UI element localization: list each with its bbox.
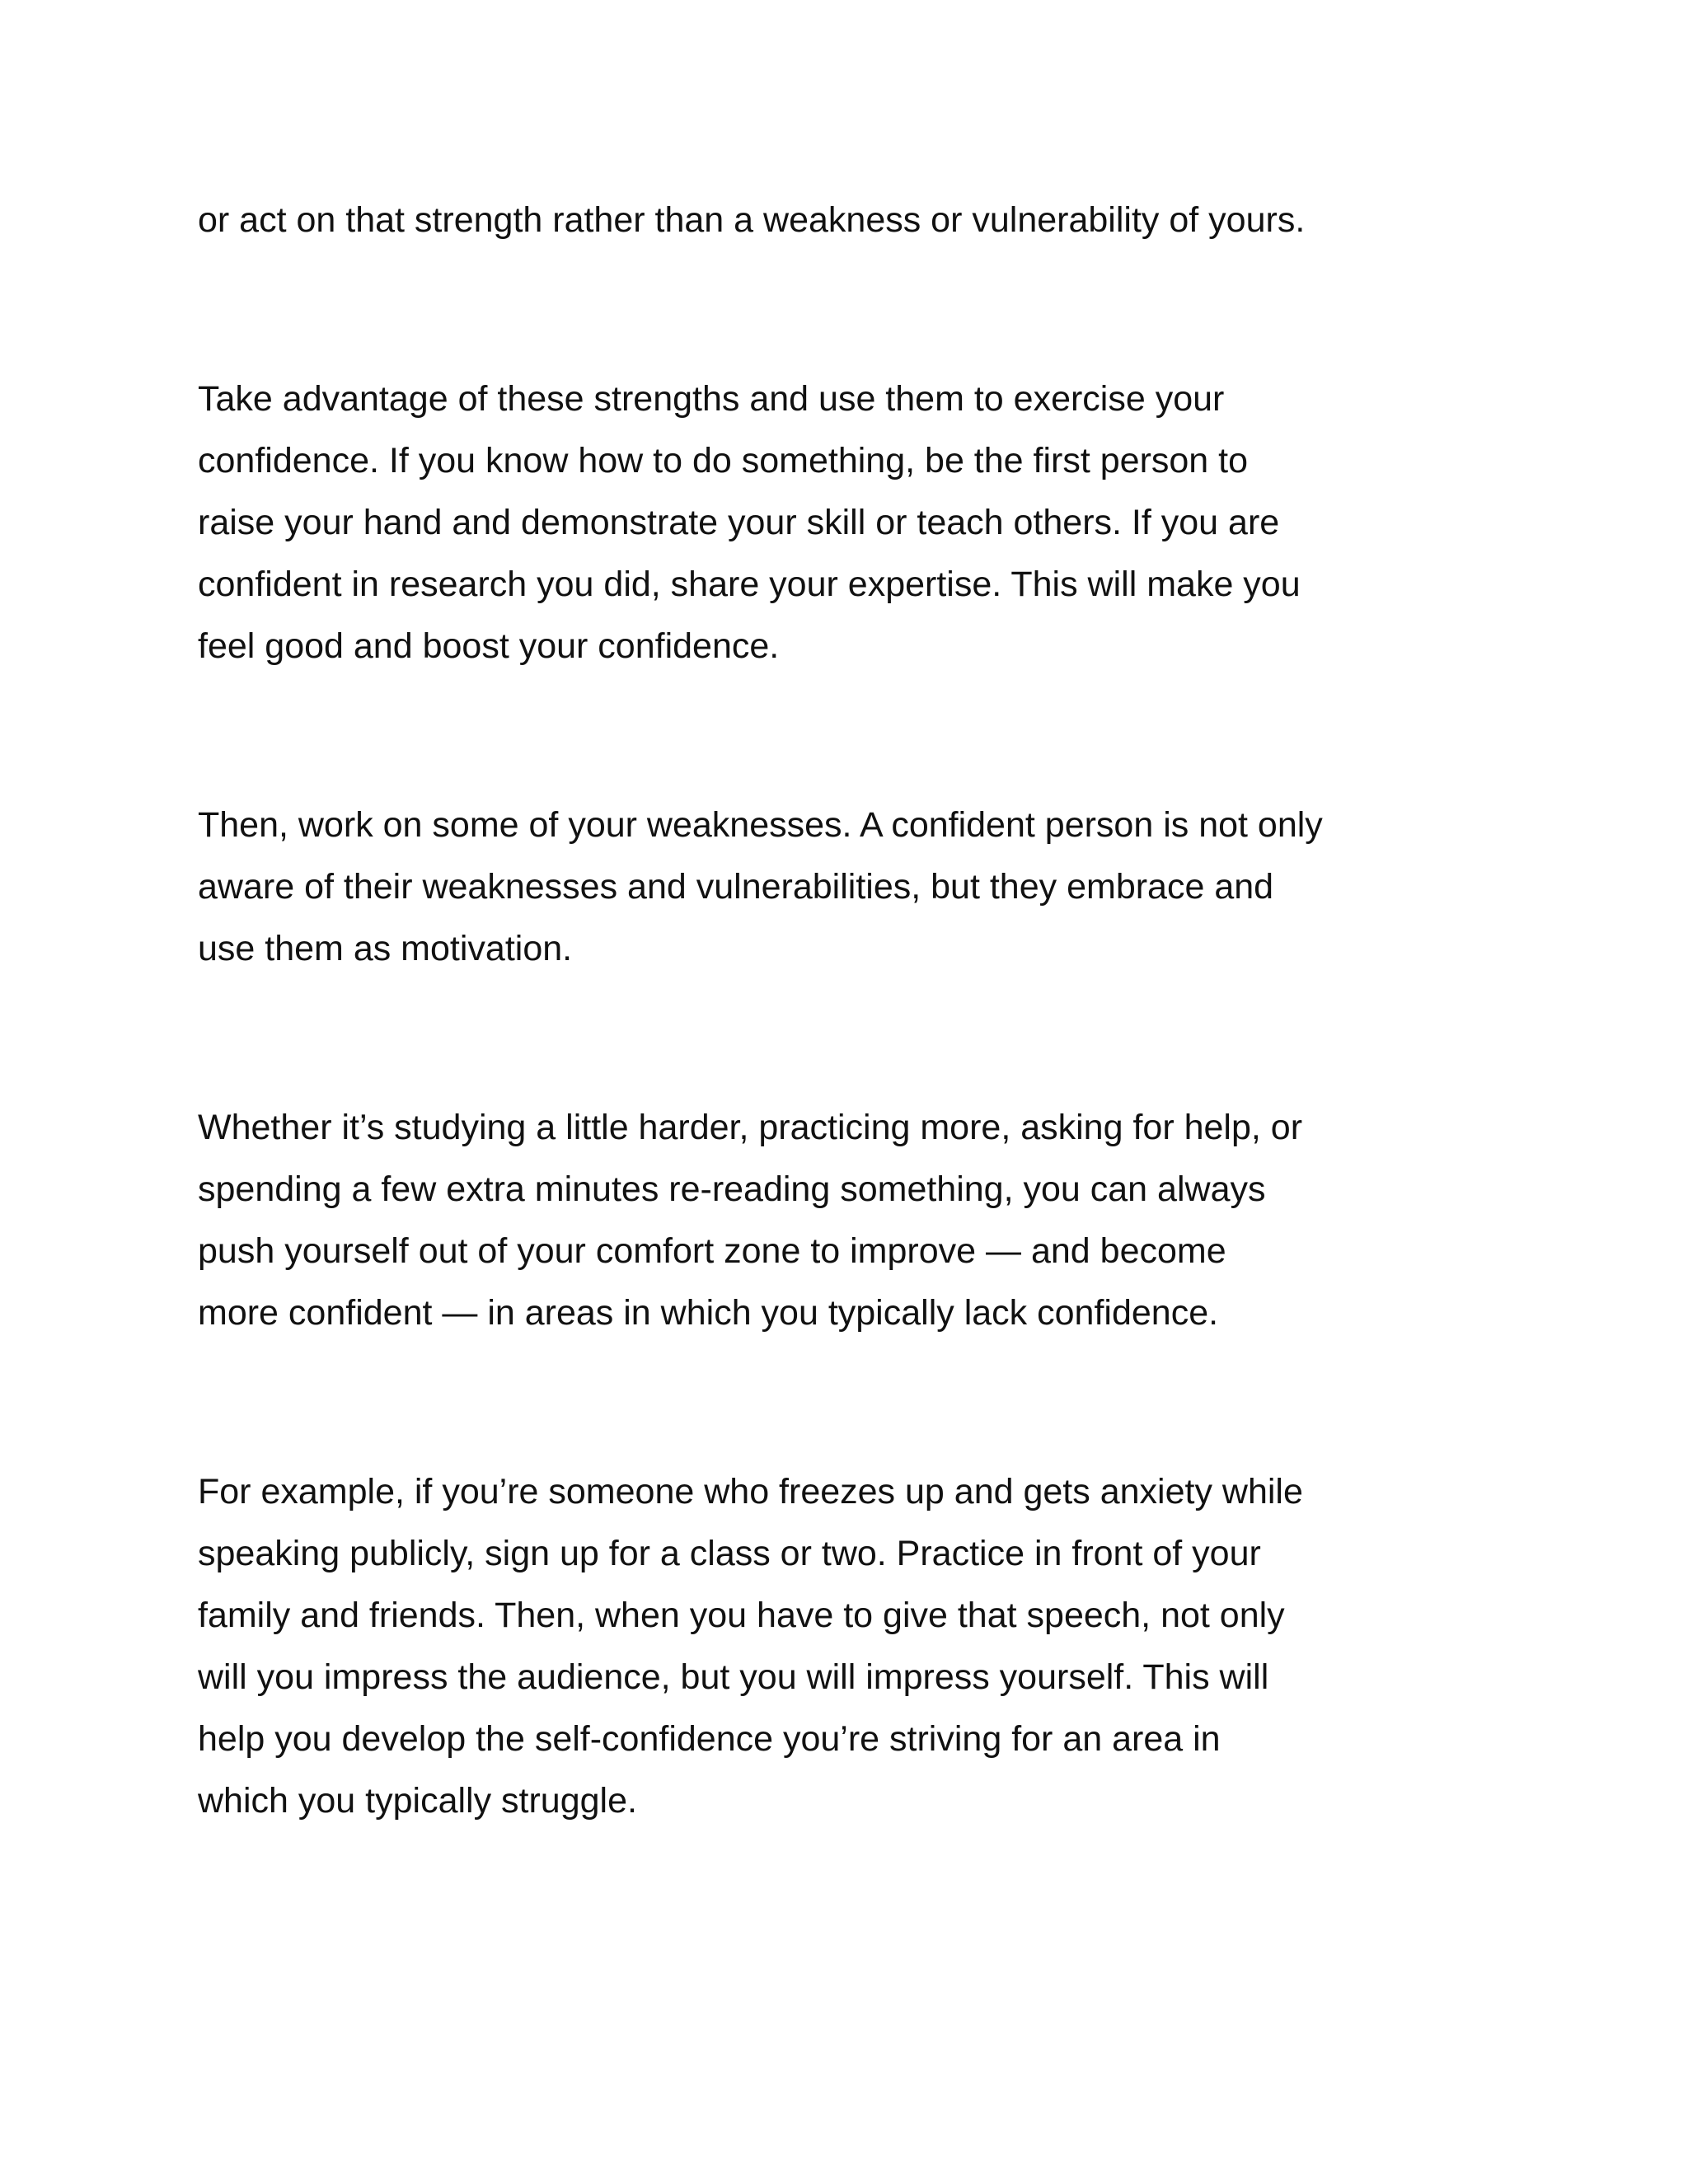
text-line: spending a few extra minutes re-reading something, you can always xyxy=(198,1169,1266,1209)
text-line: Take advantage of these strengths and use them to exercise your xyxy=(198,379,1225,419)
text-line: raise your hand and demonstrate your skill or teach others. If you are xyxy=(198,503,1280,542)
text-line: family and friends. Then, when you have to give that speech, not only xyxy=(198,1596,1285,1635)
text-line: Whether it’s studying a little harder, practicing more, asking for help, or xyxy=(198,1108,1303,1147)
text-line: aware of their weaknesses and vulnerabilities, but they embrace and xyxy=(198,867,1274,907)
text-line: Then, work on some of your weaknesses. A confident person is not only xyxy=(198,805,1323,845)
text-line: feel good and boost your confidence. xyxy=(198,626,780,666)
text-line: more confident — in areas in which you typically lack confidence. xyxy=(198,1293,1219,1333)
text-line: confidence. If you know how to do something, be the first person to xyxy=(198,441,1249,480)
text-line: speaking publicly, sign up for a class or two. Practice in front of your xyxy=(198,1534,1261,1573)
text-line: which you typically struggle. xyxy=(198,1781,637,1821)
text-line: For example, if you’re someone who freezes up and gets anxiety while xyxy=(198,1472,1303,1511)
text-line: help you develop the self-confidence you’re striving for an area in xyxy=(198,1719,1221,1759)
text-line: push yourself out of your comfort zone to improve — and become xyxy=(198,1231,1226,1271)
text-line: use them as motivation. xyxy=(198,929,573,968)
text-line: or act on that strength rather than a weakness or vulnerability of yours. xyxy=(198,200,1306,240)
text-line: confident in research you did, share your expertise. This will make you xyxy=(198,565,1301,604)
text-line: will you impress the audience, but you will impress yourself. This will xyxy=(198,1657,1269,1697)
